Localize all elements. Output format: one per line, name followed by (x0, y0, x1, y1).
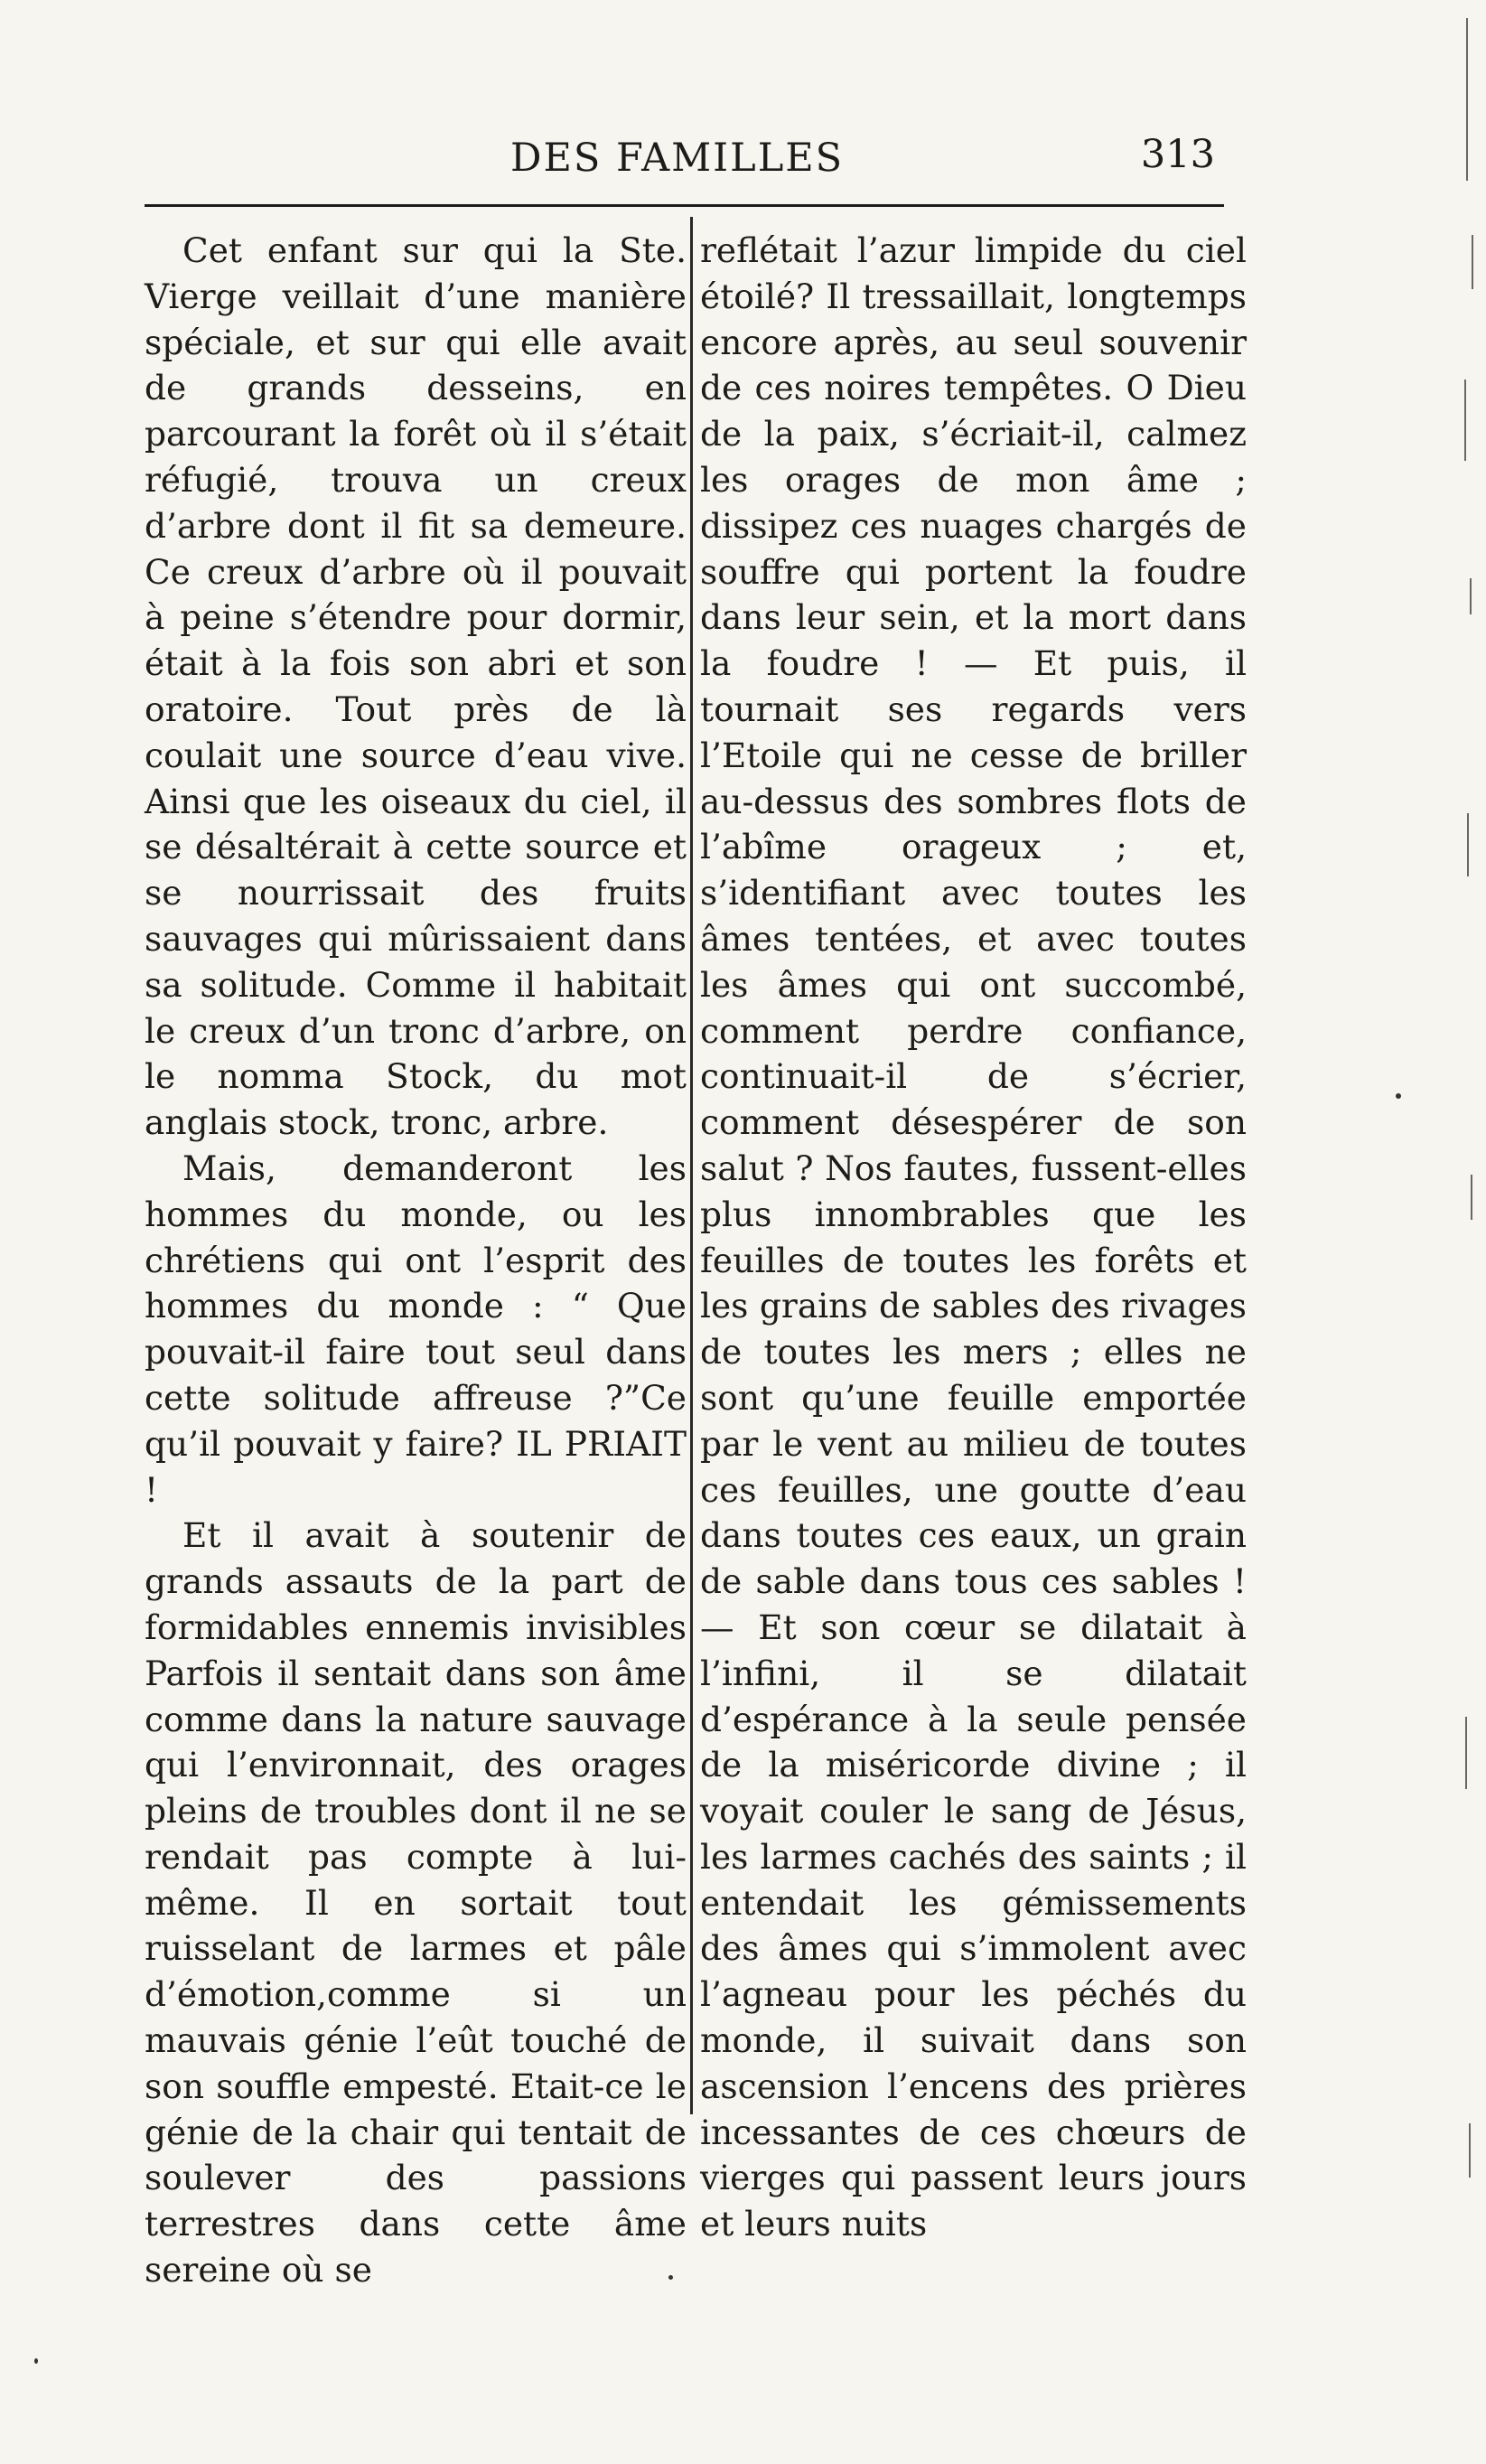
ink-speck (1396, 1093, 1401, 1099)
column-divider (690, 217, 693, 2114)
page-number: 313 (1140, 132, 1215, 177)
paragraph: Mais, demanderont les hommes du monde, ou les chrétiens qui ont l’esprit des hommes du monde : “ Que pouvait-il faire tout seul dans cette solitude affreuse ?”Ce qu’il pouvait y faire? IL PRIAIT ! (145, 1148, 687, 1510)
page-header (145, 126, 1224, 190)
right-column (700, 228, 1247, 2247)
paragraph: Cet enfant sur qui la Ste. Vierge veillait d’une manière spéciale, et sur qui elle avait de grands desseins, en parcourant la forêt où il s’était réfugié, trouva un creux d’arbre dont il fit sa demeure. Ce creux d’arbre où il pouvait à peine s’étendre pour dormir, était à la fois son abri et son oratoire. Tout près de là coulait une source d’eau vive. Ainsi que les oiseaux du ciel, il se désaltérait à cette source et se nourrissait des fruits sauvages qui mûrissaient dans sa solitude. Comme il habitait le creux d’un tronc d’arbre, on le nomma Stock, du mot anglais stock, tronc, arbre. (145, 230, 687, 1143)
paragraph: reflétait l’azur limpide du ciel étoilé? Il tressaillait, longtemps encore après, au seul souvenir de ces noires tempêtes. O Dieu de la paix, s’écriait-il, calmez les orages de mon âme ; dissipez ces nuages chargés de souffre qui portent la foudre dans leur sein, et la mort dans la foudre ! — Et puis, il tournait ses regards vers l’Etoile qui ne cesse de briller au-dessus des sombres flots de l’abîme orageux ; et, s’identifiant avec toutes les âmes tentées, et avec toutes les âmes qui ont succombé, comment perdre confiance, continuait-il de s’écrier, comment désespérer de son salut ? Nos fautes, fussent-elles plus innombrables que les feuilles de toutes les forêts et les grains de sables des rivages de toutes les mers ; elles ne sont qu’une feuille emportée par le vent au milieu de toutes ces feuilles, une goutte d’eau dans toutes ces eaux, un grain de sable dans tous ces sables ! — Et son cœur se dilatait à l’infini, il se dilatait d’espérance à la seule pensée de la miséricorde divine ; il voyait couler le sang de Jésus, les larmes cachés des saints ; il entendait les gémissements des âmes qui s’immolent avec l’agneau pour les péchés du monde, il suivait dans son ascension l’encens des prières incessantes de ces chœurs de vierges qui passent leurs jours et leurs nuits (700, 230, 1247, 2244)
ink-speck (34, 2358, 38, 2364)
running-head: DES FAMILLES (510, 136, 845, 181)
paragraph: Et il avait à soutenir de grands assauts de la part de formidables ennemis invisibles Parfois il sentait dans son âme comme dans la nature sauvage qui l’environnait, des orages pleins de troubles dont il ne se rendait pas compte à lui-même. Il en sortait tout ruisselant de larmes et pâle d’émotion,comme si un mauvais génie l’eût touché de son souffle empesté. Etait-ce le génie de la chair qui tentait de soulever des passions terrestres dans cette âme sereine où se (145, 1515, 687, 2291)
page-edge-specks (1459, 0, 1486, 2464)
left-column (145, 228, 687, 2293)
header-rule (145, 204, 1224, 207)
ink-speck (668, 2275, 673, 2280)
